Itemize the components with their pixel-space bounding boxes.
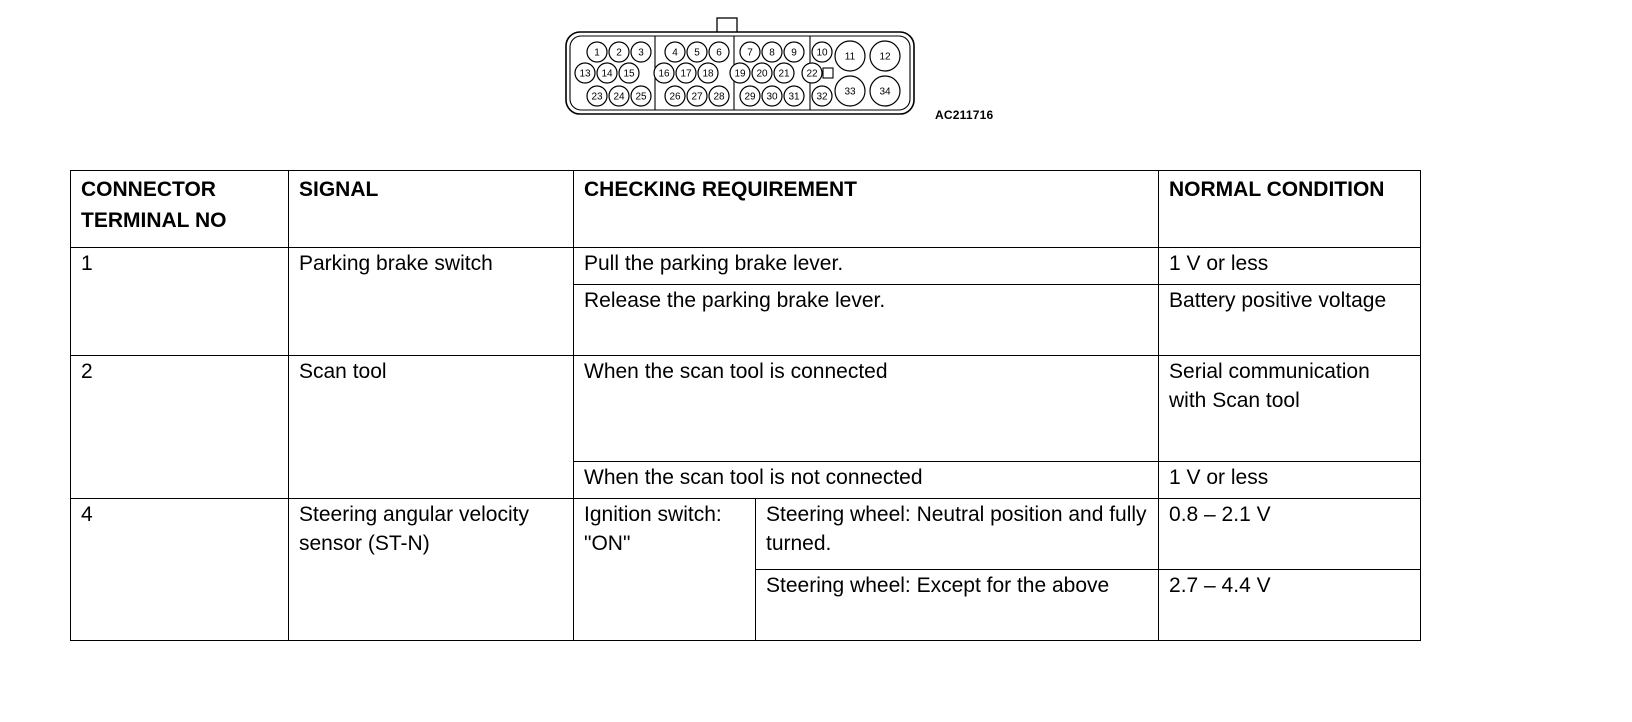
connector-pin — [835, 76, 865, 106]
requirement-cell: Steering wheel: Except for the above — [756, 570, 1159, 641]
connector-pin-label: 10 — [816, 47, 828, 59]
connector-pin — [619, 63, 639, 83]
connector-pin-label: 32 — [816, 91, 828, 103]
requirement-cell: Steering wheel: Neutral position and fully turned. — [756, 499, 1159, 570]
table-row — [71, 248, 1421, 285]
connector-pin — [784, 42, 804, 62]
signal-cell: Parking brake switch — [289, 248, 574, 356]
connector-pin — [575, 63, 595, 83]
connector-pin-label: 23 — [591, 91, 603, 103]
normal-cell: 2.7 – 4.4 V — [1159, 570, 1421, 641]
terminal-cell: 2 — [71, 356, 289, 499]
connector-pin-label: 25 — [635, 91, 647, 103]
connector-pin — [687, 86, 707, 106]
normal-cell: 0.8 – 2.1 V — [1159, 499, 1421, 570]
connector-pin — [740, 42, 760, 62]
connector-pin-label: 6 — [716, 47, 722, 59]
connector-pin-label: 27 — [691, 91, 703, 103]
connector-pin-label: 24 — [613, 91, 625, 103]
connector-pin-label: 12 — [879, 51, 891, 63]
connector-pin-label: 20 — [756, 68, 768, 80]
connector-pin — [709, 42, 729, 62]
connector-pin-label: 31 — [788, 91, 800, 103]
connector-pin-label: 16 — [658, 68, 670, 80]
terminal-cell: 4 — [71, 499, 289, 641]
connector-pin — [730, 63, 750, 83]
signal-cell: Steering angular velocity sensor (ST-N) — [289, 499, 574, 641]
connector-pin-label: 14 — [601, 68, 613, 80]
connector-pin-label: 9 — [791, 47, 797, 59]
connector-pin — [587, 42, 607, 62]
connector-diagram — [560, 12, 920, 128]
connector-key — [823, 68, 833, 78]
connector-pin — [587, 86, 607, 106]
connector-pin-label: 29 — [744, 91, 756, 103]
normal-cell: 1 V or less — [1159, 248, 1421, 285]
signal-cell: Scan tool — [289, 356, 574, 499]
header-requirement: CHECKING REQUIREMENT — [574, 171, 1159, 248]
header-normal: NORMAL CONDITION — [1159, 171, 1421, 248]
connector-pin-label: 5 — [694, 47, 700, 59]
connector-pin — [812, 86, 832, 106]
connector-pin — [654, 63, 674, 83]
connector-pin — [709, 86, 729, 106]
requirement-cell: When the scan tool is not connected — [574, 462, 1159, 499]
connector-face-drawing — [560, 12, 920, 128]
normal-cell: 1 V or less — [1159, 462, 1421, 499]
connector-pin — [812, 42, 832, 62]
connector-pin-label: 34 — [879, 86, 891, 98]
connector-pin — [665, 42, 685, 62]
connector-pin-label: 4 — [672, 47, 678, 59]
connector-pin-label: 19 — [734, 68, 746, 80]
connector-pin-label: 7 — [747, 47, 753, 59]
connector-pin — [752, 63, 772, 83]
connector-pin-label: 11 — [844, 51, 856, 63]
connector-pin-label: 1 — [594, 47, 600, 59]
connector-pin-label: 28 — [713, 91, 725, 103]
connector-pin — [762, 86, 782, 106]
connector-pin — [687, 42, 707, 62]
connector-pin — [665, 86, 685, 106]
connector-pin-label: 3 — [638, 47, 644, 59]
table-header-row — [71, 171, 1421, 248]
connector-pin — [835, 41, 865, 71]
connector-pin — [870, 76, 900, 106]
header-signal: SIGNAL — [289, 171, 574, 248]
normal-cell: Serial communication with Scan tool — [1159, 356, 1421, 462]
header-terminal: CONNECTOR TERMINAL NO — [71, 171, 289, 248]
connector-pin — [784, 86, 804, 106]
connector-pin — [676, 63, 696, 83]
connector-pin-label: 33 — [844, 86, 856, 98]
connector-pin-label: 17 — [680, 68, 692, 80]
connector-pin-label: 15 — [623, 68, 635, 80]
table-row — [71, 499, 1421, 570]
connector-pin — [609, 86, 629, 106]
connector-pin — [870, 41, 900, 71]
connector-pin-label: 2 — [616, 47, 622, 59]
connector-pin — [609, 42, 629, 62]
connector-pin — [740, 86, 760, 106]
requirement-cell: Pull the parking brake lever. — [574, 248, 1159, 285]
requirement-cell: Release the parking brake lever. — [574, 285, 1159, 356]
figure-code: AC211716 — [935, 108, 994, 122]
connector-pin — [762, 42, 782, 62]
connector-pin-label: 18 — [702, 68, 714, 80]
connector-pin — [597, 63, 617, 83]
connector-pin-label: 8 — [769, 47, 775, 59]
terminal-cell: 1 — [71, 248, 289, 356]
connector-pin-label: 26 — [669, 91, 681, 103]
table-row — [71, 356, 1421, 462]
connector-pin — [631, 42, 651, 62]
normal-cell: Battery positive voltage — [1159, 285, 1421, 356]
condition-cell: Ignition switch: "ON" — [574, 499, 756, 641]
terminal-check-table — [70, 170, 1421, 641]
connector-pin-label: 22 — [806, 68, 818, 80]
connector-pin — [774, 63, 794, 83]
connector-pin-label: 30 — [766, 91, 778, 103]
connector-pin-label: 21 — [778, 68, 790, 80]
requirement-cell: When the scan tool is connected — [574, 356, 1159, 462]
connector-pin — [802, 63, 822, 83]
connector-pin — [631, 86, 651, 106]
connector-pin — [698, 63, 718, 83]
connector-pin-label: 13 — [579, 68, 591, 80]
